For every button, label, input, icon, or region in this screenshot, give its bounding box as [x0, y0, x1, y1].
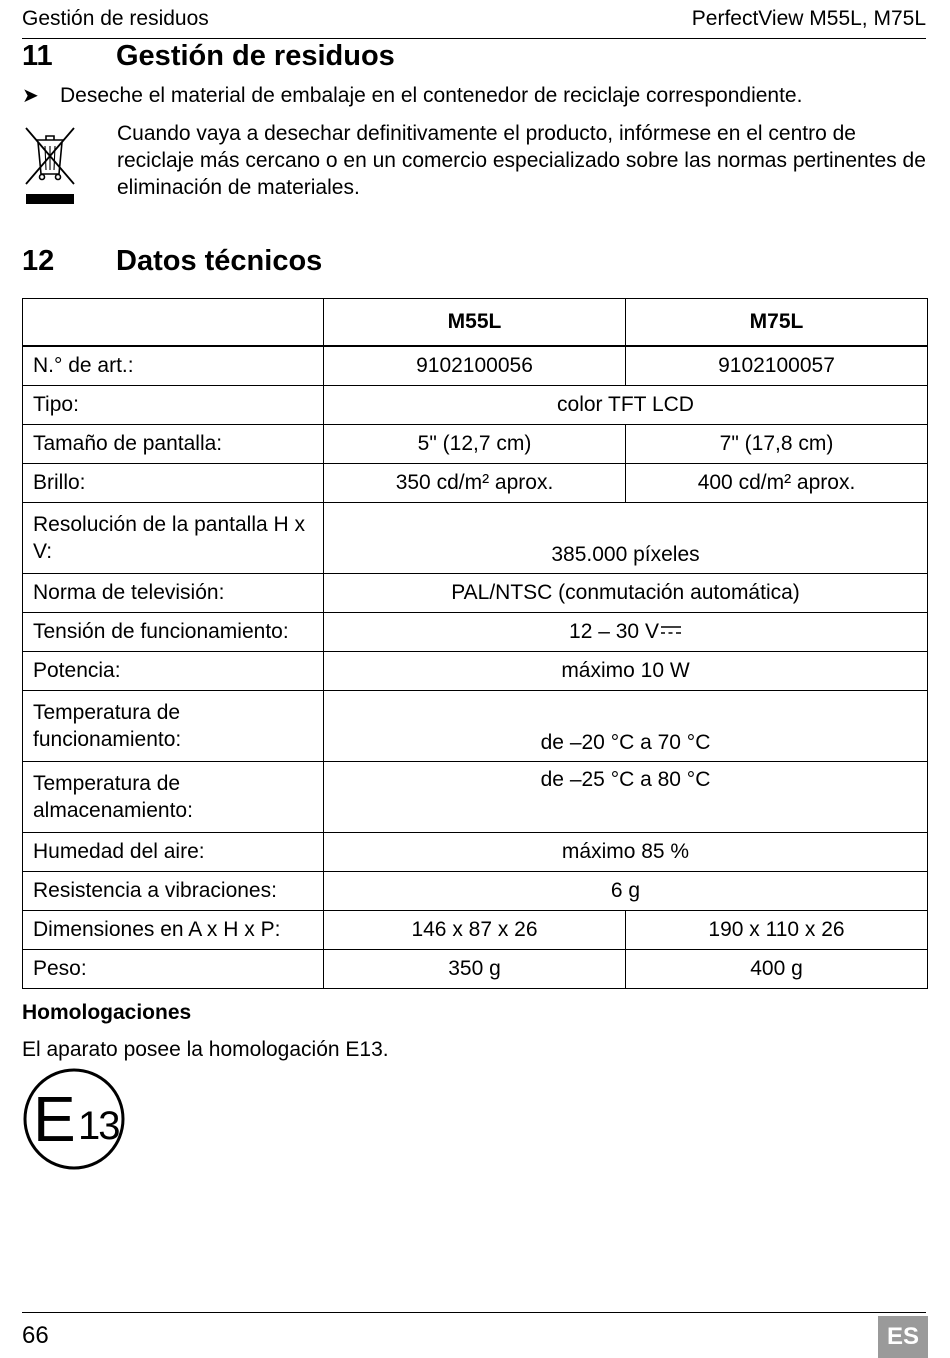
- header-section-name: Gestión de residuos: [22, 7, 209, 30]
- row-label-humedad: Humedad del aire:: [23, 833, 324, 872]
- tipo-value: color TFT LCD: [324, 386, 928, 425]
- page-header: [22, 5, 926, 39]
- header-empty-cell: [23, 299, 324, 347]
- row-label-peso: Peso:: [23, 950, 324, 989]
- header-product-name: PerfectView M55L, M75L: [691, 7, 926, 30]
- row-label-brillo: Brillo:: [23, 464, 324, 503]
- row-label-tamano: Tamaño de pantalla:: [23, 425, 324, 464]
- arrowhead-icon: ➤: [22, 85, 39, 107]
- brillo-m75l-value: 400 cd/m² aprox.: [626, 464, 928, 503]
- brillo-m55l-value: 350 cd/m² aprox.: [324, 464, 626, 503]
- language-badge: ES: [878, 1316, 928, 1358]
- potencia-value: máximo 10 W: [324, 652, 928, 691]
- table-row: [23, 425, 928, 464]
- norma-value: PAL/NTSC (conmutación automática): [324, 574, 928, 613]
- temp-func-value: de –20 °C a 70 °C: [324, 691, 928, 762]
- page-number: 66: [22, 1322, 49, 1349]
- peso-m75l-value: 400 g: [626, 950, 928, 989]
- humedad-value: máximo 85 %: [324, 833, 928, 872]
- packaging-instruction-text: Deseche el material de embalaje en el contenedor de reciclaje correspondiente.: [60, 84, 803, 107]
- section-11-title: Gestión de residuos: [116, 40, 395, 72]
- resolucion-value: 385.000 píxeles: [324, 503, 928, 574]
- tamano-m75l-value: 7" (17,8 cm): [626, 425, 928, 464]
- approval-mark-letter: E: [33, 1083, 76, 1155]
- table-row: [23, 833, 928, 872]
- table-header-row: [23, 299, 928, 347]
- tension-value: 12 – 30 V: [569, 620, 659, 643]
- header-m55l: M55L: [324, 299, 626, 347]
- table-row: [23, 346, 928, 386]
- peso-m55l-value: 350 g: [324, 950, 626, 989]
- homologaciones-text: El aparato posee la homologación E13.: [22, 1038, 389, 1061]
- table-row: [23, 950, 928, 989]
- section-12-title: Datos técnicos: [116, 245, 323, 277]
- e13-approval-mark-icon: [22, 1067, 126, 1171]
- section-11-heading: [22, 40, 395, 73]
- art-m75l-value: 9102100057: [626, 346, 928, 386]
- tamano-m55l-value: 5" (12,7 cm): [324, 425, 626, 464]
- table-row: [23, 691, 928, 762]
- row-label-tipo: Tipo:: [23, 386, 324, 425]
- row-label-temp-func: Temperatura de funcionamiento:: [23, 691, 324, 762]
- section-12-number: 12: [22, 245, 55, 277]
- technical-data-table: [22, 298, 928, 989]
- homologaciones-heading: Homologaciones: [22, 1001, 192, 1024]
- row-label-tension: Tensión de funcionamiento:: [23, 613, 324, 652]
- row-label-potencia: Potencia:: [23, 652, 324, 691]
- crossed-out-wheelie-bin-icon: [22, 124, 78, 208]
- footer-divider: [22, 1312, 926, 1313]
- table-row: [23, 503, 928, 574]
- approval-mark-number: 13: [78, 1104, 119, 1148]
- table-row: [23, 872, 928, 911]
- art-m55l-value: 9102100056: [324, 346, 626, 386]
- table-row: [23, 574, 928, 613]
- row-label-norma: Norma de televisión:: [23, 574, 324, 613]
- tension-cell: [324, 613, 928, 652]
- table-row: [23, 652, 928, 691]
- table-row: [23, 386, 928, 425]
- header-m75l: M75L: [626, 299, 928, 347]
- table-row: [23, 464, 928, 503]
- table-row: [23, 762, 928, 833]
- dc-voltage-symbol-icon: [660, 623, 682, 637]
- row-label-temp-alm: Temperatura de almacenamiento:: [23, 762, 324, 833]
- disposal-paragraph: Cuando vaya a desechar definitivamente el producto, infórmese en el centro de reciclaje más cercano o en un comercio especializado sobre las normas pertinentes de eliminación de materiales.: [117, 122, 926, 199]
- section-12-heading: [22, 245, 322, 278]
- row-label-art: N.° de art.:: [23, 346, 324, 386]
- table-row: [23, 911, 928, 950]
- section-11-number: 11: [22, 40, 53, 72]
- dimensiones-m55l-value: 146 x 87 x 26: [324, 911, 626, 950]
- row-label-vibraciones: Resistencia a vibraciones:: [23, 872, 324, 911]
- row-label-resolucion: Resolución de la pantalla H x V:: [23, 503, 324, 574]
- dimensiones-m75l-value: 190 x 110 x 26: [626, 911, 928, 950]
- packaging-instruction: [22, 83, 802, 108]
- table-row: [23, 613, 928, 652]
- temp-alm-value: de –25 °C a 80 °C: [324, 762, 928, 833]
- row-label-dimensiones: Dimensiones en A x H x P:: [23, 911, 324, 950]
- vibraciones-value: 6 g: [324, 872, 928, 911]
